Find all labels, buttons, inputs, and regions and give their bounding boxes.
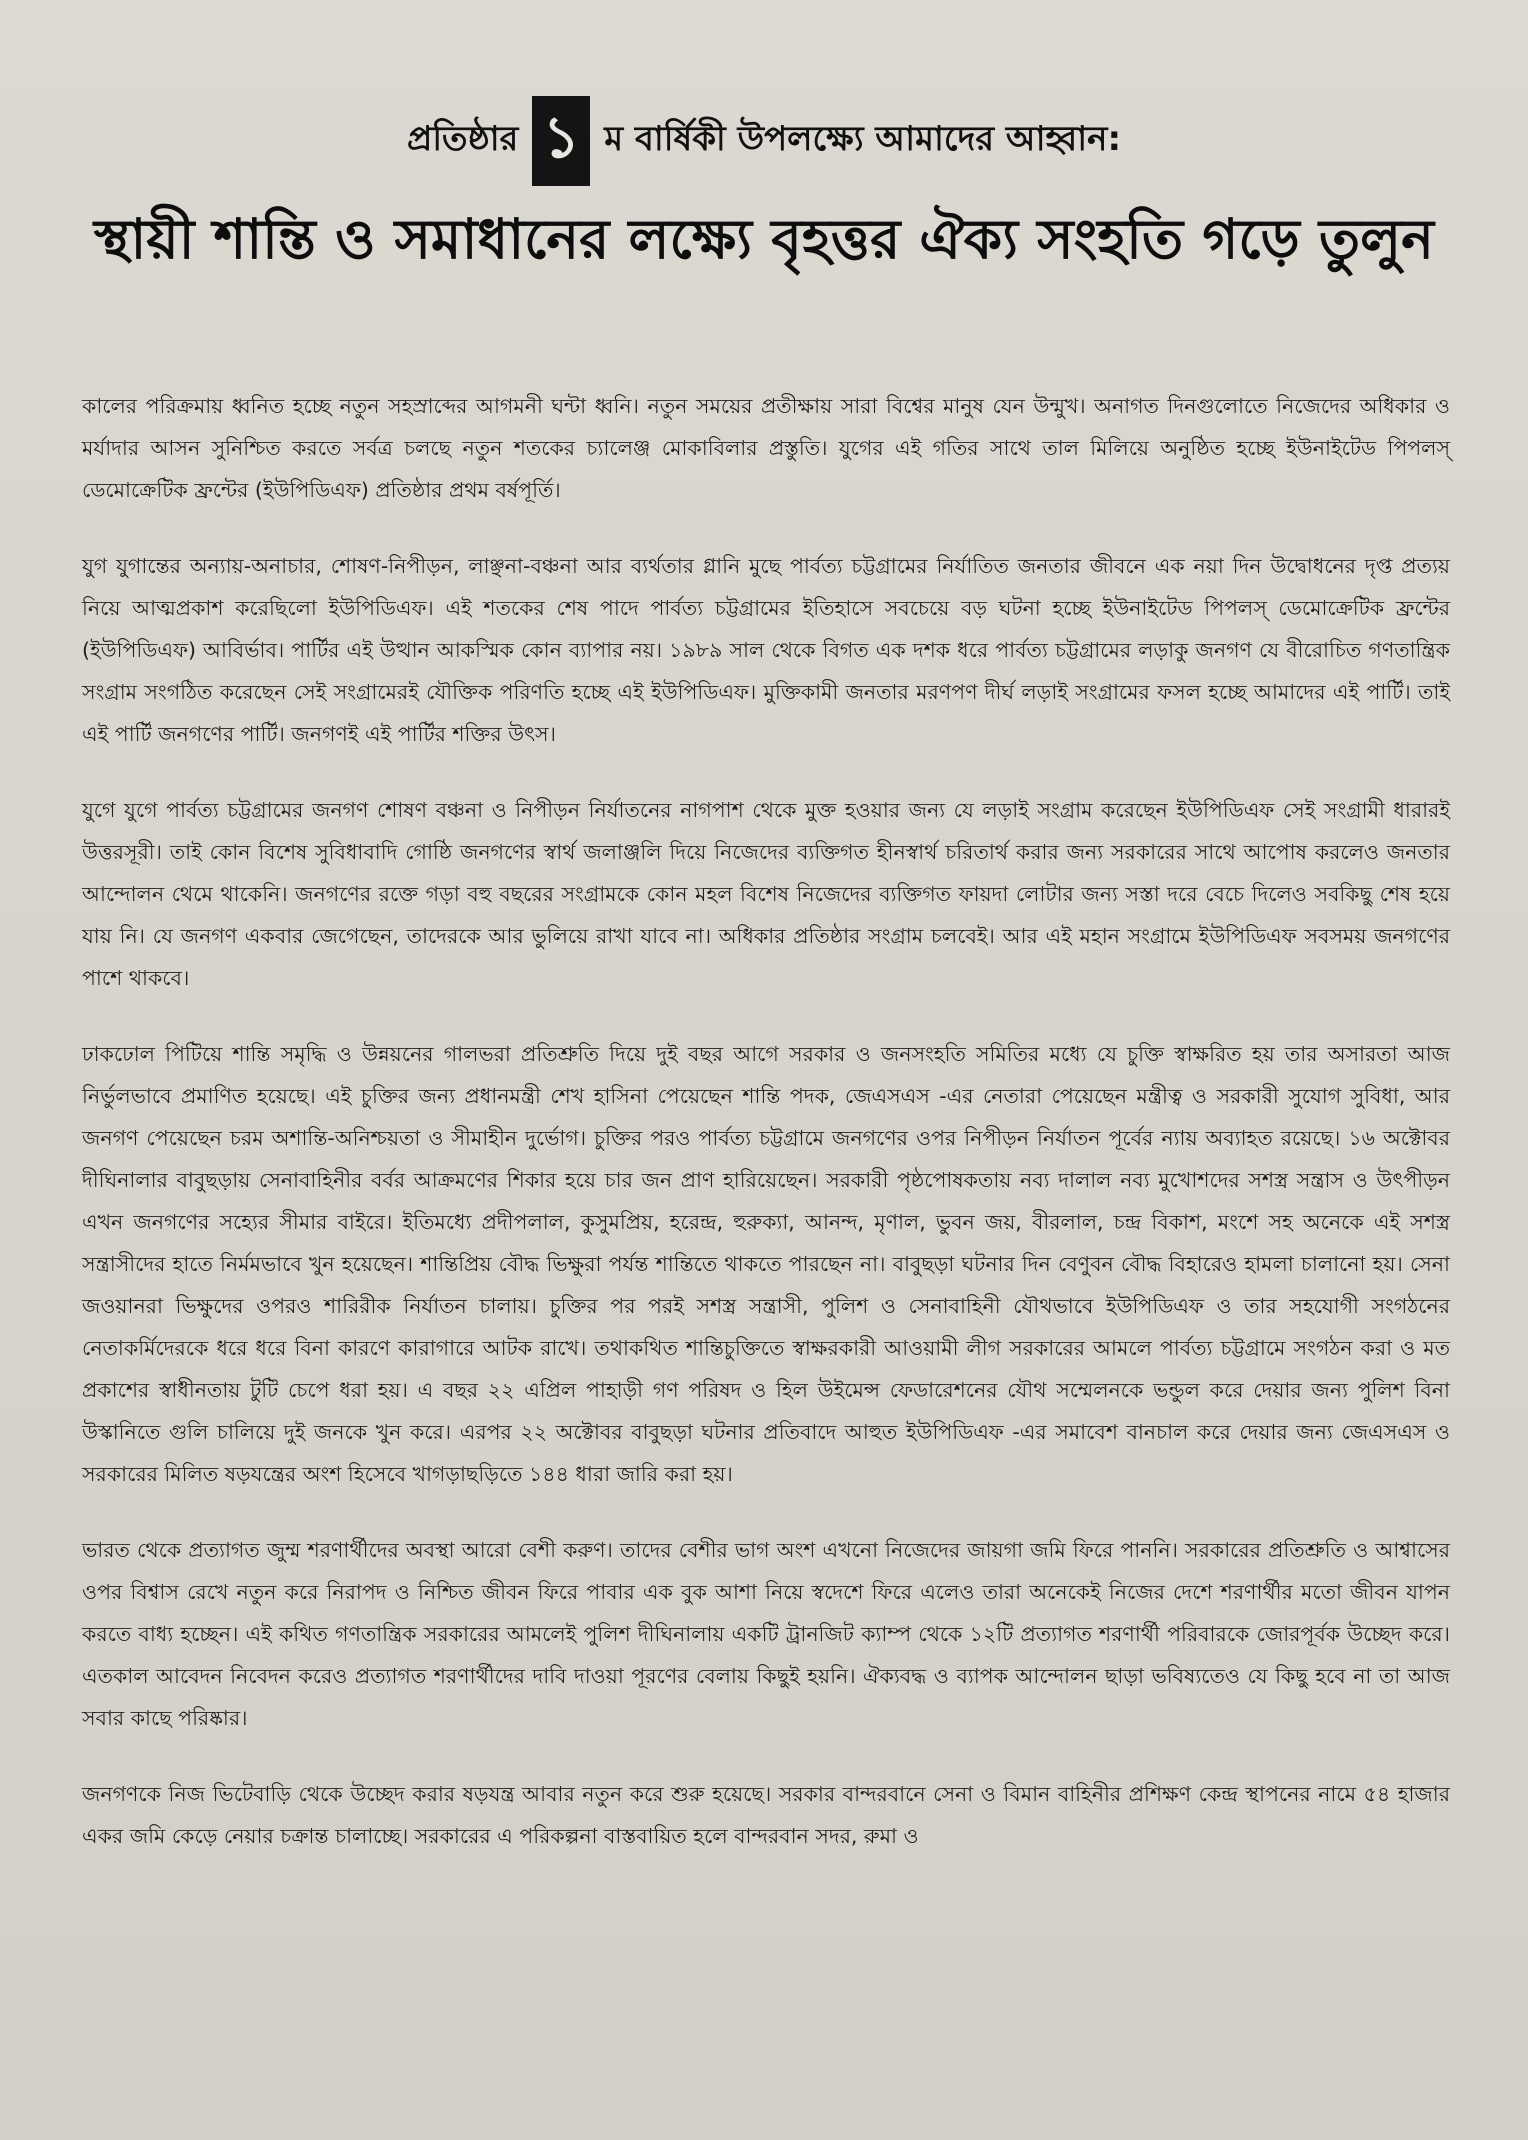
anniversary-number-badge: ১ — [532, 96, 590, 186]
subheading-suffix: ম বার্ষিকী উপলক্ষ্যে আমাদের আহ্বান: — [604, 118, 1122, 159]
leaflet-header — [0, 96, 1528, 289]
paragraph: যুগ যুগান্তের অন্যায়-অনাচার, শোষণ-নিপীড়ন, লাঞ্ছনা-বঞ্চনা আর ব্যর্থতার গ্লানি মুছে পার্বত্য চট্টগ্রামের নির্যাতিত জনতার জীবনে এক নয়া দিন উদ্বোধনের দৃপ্ত প্রত্যয় নিয়ে আত্মপ্রকাশ করেছিলো ইউপিডিএফ। এই শতকের শেষ পাদে পার্বত্য চট্টগ্রামের ইতিহাসে সবচেয়ে বড় ঘটনা হচ্ছে ইউনাইটেড পিপলস্‌ ডেমোক্রেটিক ফ্রন্টের (ইউপিডিএফ) আবির্ভাব। পার্টির এই উত্থান আকস্মিক কোন ব্যাপার নয়। ১৯৮৯ সাল থেকে বিগত এক দশক ধরে পার্বত্য চট্টগ্রামের লড়াকু জনগণ যে বীরোচিত গণতান্ত্রিক সংগ্রাম সংগঠিত করেছেন সেই সংগ্রামেরই যৌক্তিক পরিণতি হচ্ছে এই ইউপিডিএফ। মুক্তিকামী জনতার মরণপণ দীর্ঘ লড়াই সংগ্রামের ফসল হচ্ছে আমাদের এই পার্টি। তাই এই পার্টি জনগণের পার্টি। জনগণই এই পার্টির শক্তির উৎস। — [82, 554, 1450, 746]
anniversary-subheading — [0, 96, 1528, 186]
paragraph: ভারত থেকে প্রত্যাগত জুম্ম শরণার্থীদের অবস্থা আরো বেশী করুণ। তাদের বেশীর ভাগ অংশ এখনো নিজেদের জায়গা জমি ফিরে পাননি। সরকারের প্রতিশ্রুতি ও আশ্বাসের ওপর বিশ্বাস রেখে নতুন করে নিরাপদ ও নিশ্চিত জীবন ফিরে পাবার এক বুক আশা নিয়ে স্বদেশে ফিরে এলেও তারা অনেকেই নিজের দেশে শরণার্থীর মতো জীবন যাপন করতে বাধ্য হচ্ছেন। এই কথিত গণতান্ত্রিক সরকারের আমলেই পুলিশ দীঘিনালায় একটি ট্রানজিট ক্যাম্প থেকে ১২টি প্রত্যাগত শরণার্থী পরিবারকে জোরপূর্বক উচ্ছেদ করে। এতকাল আবেদন নিবেদন করেও প্রত্যাগত শরণার্থীদের দাবি দাওয়া পূরণের বেলায় কিছুই হয়নি। ঐক্যবদ্ধ ও ব্যাপক আন্দোলন ছাড়া ভবিষ্যতেও যে কিছু হবে না তা আজ সবার কাছে পরিষ্কার। — [82, 1538, 1450, 1730]
paragraph: জনগণকে নিজ ভিটেবাড়ি থেকে উচ্ছেদ করার ষড়যন্ত্র আবার নতুন করে শুরু হয়েছে। সরকার বান্দরবানে সেনা ও বিমান বাহিনীর প্রশিক্ষণ কেন্দ্র স্থাপনের নামে ৫৪ হাজার একর জমি কেড়ে নেয়ার চক্রান্ত চালাচ্ছে। সরকারের এ পরিকল্পনা বাস্তবায়িত হলে বান্দরবান সদর, রুমা ও — [82, 1782, 1450, 1848]
paragraph: কালের পরিক্রমায় ধ্বনিত হচ্ছে নতুন সহস্রাব্দের আগমনী ঘন্টা ধ্বনি। নতুন সময়ের প্রতীক্ষায় সারা বিশ্বের মানুষ যেন উন্মুখ। অনাগত দিনগুলোতে নিজেদের অধিকার ও মর্যাদার আসন সুনিশ্চিত করতে সর্বত্র চলছে নতুন শতকের চ্যালেঞ্জ মোকাবিলার প্রস্তুতি। যুগের এই গতির সাথে তাল মিলিয়ে অনুষ্ঠিত হচ্ছে ইউনাইটেড পিপলস্‌ ডেমোক্রেটিক ফ্রন্টের (ইউপিডিএফ) প্রতিষ্ঠার প্রথম বর্ষপূর্তি। — [82, 394, 1450, 502]
subheading-prefix: প্রতিষ্ঠার — [406, 118, 519, 159]
leaflet-body — [82, 385, 1450, 1891]
main-headline: স্থায়ী শান্তি ও সমাধানের লক্ষ্যে বৃহত্তর ঐক্য সংহতি গড়ে তুলুন — [94, 206, 1434, 271]
paragraph: যুগে যুগে পার্বত্য চট্টগ্রামের জনগণ শোষণ বঞ্চনা ও নিপীড়ন নির্যাতনের নাগপাশ থেকে মুক্ত হওয়ার জন্য যে লড়াই সংগ্রাম করেছেন ইউপিডিএফ সেই সংগ্রামী ধারারই উত্তরসূরী। তাই কোন বিশেষ সুবিধাবাদি গোষ্ঠি জনগণের স্বার্থ জলাঞ্জলি দিয়ে নিজেদের ব্যক্তিগত হীনস্বার্থ চরিতার্থ করার জন্য সরকারের সাথে আপোষ করলেও জনতার আন্দোলন থেমে থাকেনি। জনগণের রক্তে গড়া বহু বছরের সংগ্রামকে কোন মহল বিশেষ নিজেদের ব্যক্তিগত ফায়দা লোটার জন্য সস্তা দরে বেচে দিলেও সবকিছু শেষ হয়ে যায় নি। যে জনগণ একবার জেগেছেন, তাদেরকে আর ভুলিয়ে রাখা যাবে না। অধিকার প্রতিষ্ঠার সংগ্রাম চলবেই। আর এই মহান সংগ্রামে ইউপিডিএফ সবসময় জনগণের পাশে থাকবে। — [82, 798, 1450, 990]
paragraph: ঢাকঢোল পিটিয়ে শান্তি সমৃদ্ধি ও উন্নয়নের গালভরা প্রতিশ্রুতি দিয়ে দুই বছর আগে সরকার ও জনসংহতি সমিতির মধ্যে যে চুক্তি স্বাক্ষরিত হয় তার অসারতা আজ নির্ভুলভাবে প্রমাণিত হয়েছে। এই চুক্তির জন্য প্রধানমন্ত্রী শেখ হাসিনা পেয়েছেন শান্তি পদক, জেএসএস -এর নেতারা পেয়েছেন মন্ত্রীত্ব ও সরকারী সুযোগ সুবিধা, আর জনগণ পেয়েছেন চরম অশান্তি-অনিশ্চয়তা ও সীমাহীন দুর্ভোগ। চুক্তির পরও পার্বত্য চট্টগ্রামে জনগণের ওপর নিপীড়ন নির্যাতন পূর্বের ন্যায় অব্যাহত রয়েছে। ১৬ অক্টোবর দীঘিনালার বাবুছড়ায় সেনাবাহিনীর বর্বর আক্রমণের শিকার হয়ে চার জন প্রাণ হারিয়েছেন। সরকারী পৃষ্ঠপোষকতায় নব্য দালাল নব্য মুখোশদের সশস্ত্র সন্ত্রাস ও উৎপীড়ন এখন জনগণের সহ্যের সীমার বাইরে। ইতিমধ্যে প্রদীপলাল, কুসুমপ্রিয়, হরেন্দ্র, হুরুক্যা, আনন্দ, মৃণাল, ভুবন জয়, বীরলাল, চন্দ্র বিকাশ, মংশে সহ অনেকে এই সশস্ত্র সন্ত্রাসীদের হাতে নির্মমভাবে খুন হয়েছেন। শান্তিপ্রিয় বৌদ্ধ ভিক্ষুরা পর্যন্ত শান্তিতে থাকতে পারছেন না। বাবুছড়া ঘটনার দিন বেণুবন বৌদ্ধ বিহারেও হামলা চালানো হয়। সেনা জওয়ানরা ভিক্ষুদের ওপরও শারিরীক নির্যাতন চালায়। চুক্তির পর পরই সশস্ত্র সন্ত্রাসী, পুলিশ ও সেনাবাহিনী যৌথভাবে ইউপিডিএফ ও তার সহযোগী সংগঠনের নেতাকর্মিদেরকে ধরে ধরে বিনা কারণে কারাগারে আটক রাখে। তথাকথিত শান্তিচুক্তিতে স্বাক্ষরকারী আওয়ামী লীগ সরকারের আমলে পার্বত্য চট্টগ্রামে সংগঠন করা ও মত প্রকাশের স্বাধীনতায় টুটি চেপে ধরা হয়। এ বছর ২২ এপ্রিল পাহাড়ী গণ পরিষদ ও হিল উইমেন্স ফেডারেশনের যৌথ সম্মেলনকে ভন্ডুল করে দেয়ার জন্য পুলিশ বিনা উস্কানিতে গুলি চালিয়ে দুই জনকে খুন করে। এরপর ২২ অক্টোবর বাবুছড়া ঘটনার প্রতিবাদে আহুত ইউপিডিএফ -এর সমাবেশ বানচাল করে দেয়ার জন্য জেএসএস ও সরকারের মিলিত ষড়যন্ত্রের অংশ হিসেবে খাগড়াছড়িতে ১৪৪ ধারা জারি করা হয়। — [82, 1042, 1450, 1486]
